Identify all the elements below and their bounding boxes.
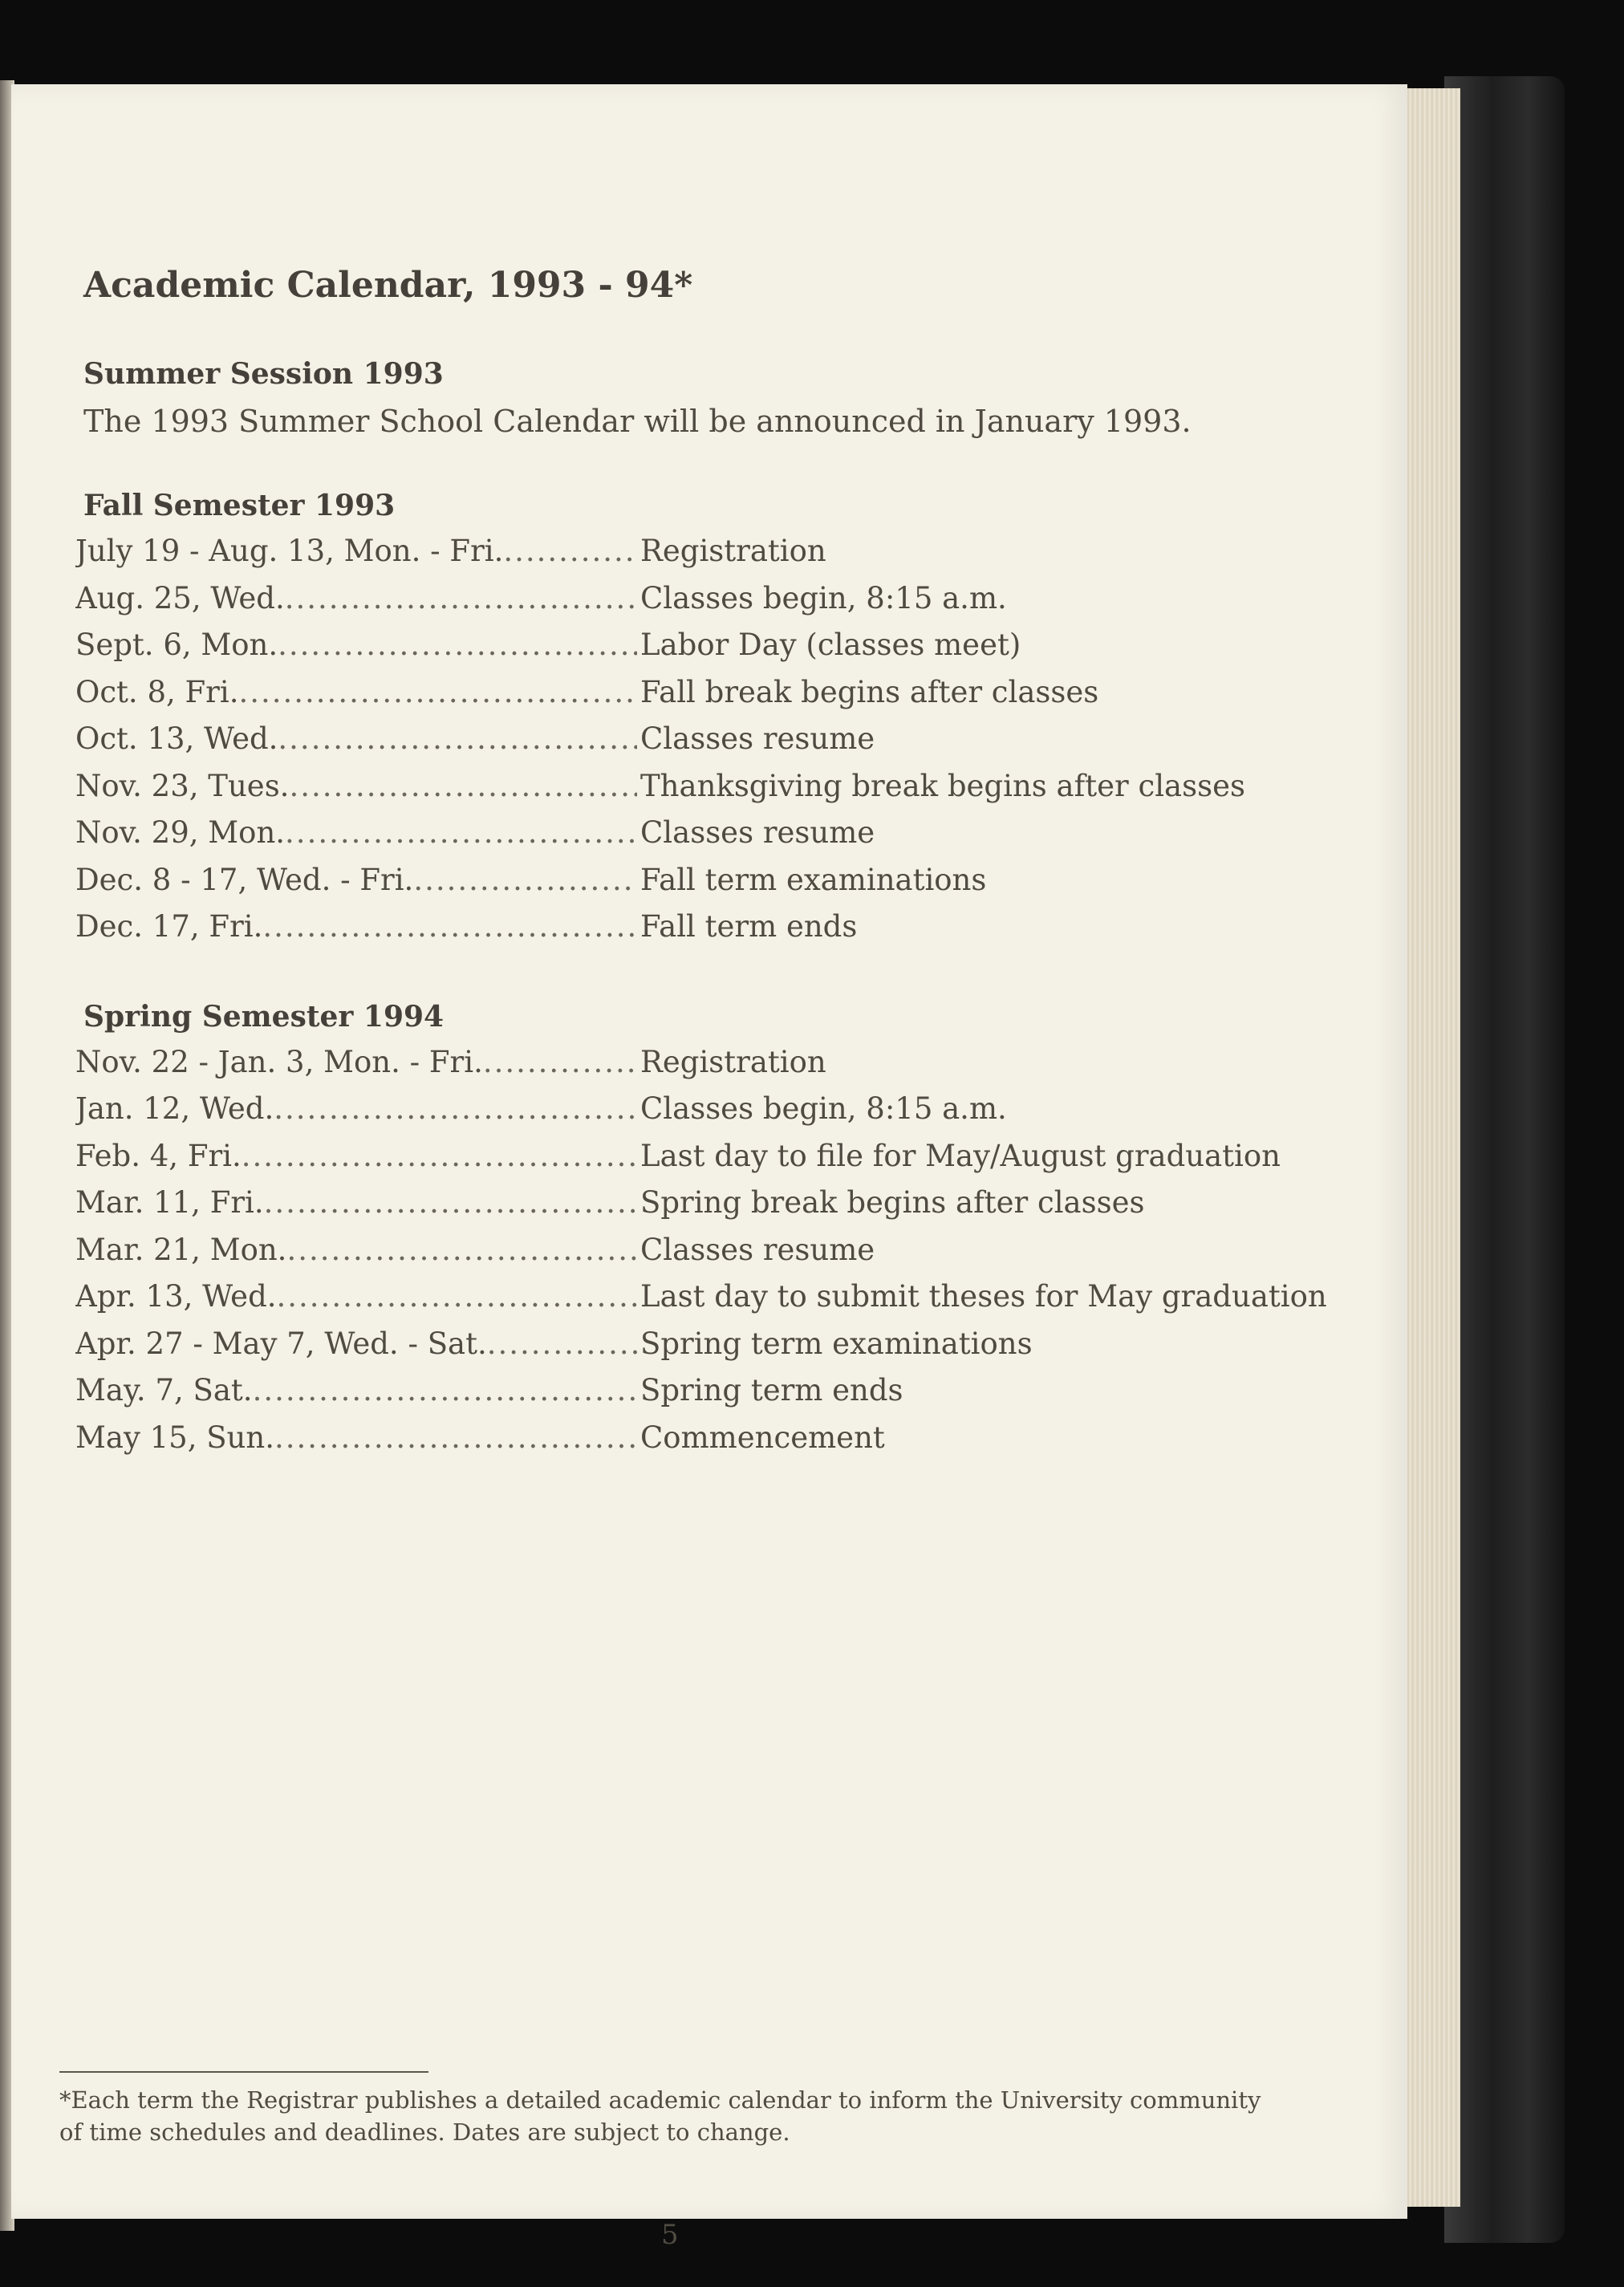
calendar-row [75,1326,1351,1374]
row-date: Dec. 8 - 17, Wed. - Fri. ..... [75,863,637,897]
calendar-row [75,1139,1351,1186]
row-event: Registration [640,1044,826,1079]
row-event: Classes resume [640,721,875,756]
book-cover-binding [1444,76,1565,2243]
dot-leader [242,1139,637,1173]
summer-session-heading: Summer Session 1993 [83,357,444,391]
row-date: Feb. 4, Fri. ..... [75,1139,637,1173]
row-event: Last day to submit theses for May graduation [640,1279,1327,1314]
row-event: Labor Day (classes meet) [640,628,1021,662]
calendar-row [75,675,1351,722]
footnote-divider [59,2071,428,2073]
calendar-row [75,769,1351,816]
row-date: Nov. 23, Tues. ..... [75,769,637,803]
dot-leader [274,1420,637,1455]
row-event: Fall term examinations [640,862,987,897]
page-content [67,265,1351,1510]
dot-leader [278,721,637,756]
row-date: Dec. 17, Fri. ..... [75,909,637,944]
page-number: 5 [661,2219,679,2251]
row-date: Jan. 12, Wed. ..... [75,1091,637,1126]
row-date: July 19 - Aug. 13, Mon. - Fri. ..... [75,534,637,568]
dot-leader [487,1326,637,1361]
row-date: Apr. 27 - May 7, Wed. - Sat. ..... [75,1326,637,1361]
calendar-row [75,1373,1351,1420]
dot-leader [274,1091,637,1126]
calendar-row [75,815,1351,863]
row-event: Classes resume [640,1232,875,1267]
fall-semester-heading: Fall Semester 1993 [83,489,396,522]
row-date: Apr. 13, Wed. ..... [75,1279,637,1314]
calendar-row [75,581,1351,628]
row-event: Last day to file for May/August graduation [640,1138,1281,1173]
row-date: Aug. 25, Wed. ..... [75,581,637,615]
row-event: Classes resume [640,815,875,850]
dot-leader [483,1045,637,1079]
spring-semester-section [67,1000,1351,1468]
row-event: Registration [640,534,826,568]
row-date: Sept. 6, Mon. ..... [75,628,637,662]
dot-leader [238,675,637,709]
row-event: Fall term ends [640,909,858,944]
calendar-row [75,1279,1351,1326]
row-date: Oct. 8, Fri. ..... [75,675,637,709]
footnote: *Each term the Registrar publishes a detailed academic calendar to inform the University community of time schedules and deadlines. Dates are subject to change. [59,2086,1261,2146]
row-event: Fall break begins after classes [640,674,1099,709]
row-event: Thanksgiving break begins after classes [640,768,1245,803]
row-event: Spring term ends [640,1373,903,1408]
calendar-row [75,1045,1351,1092]
dot-leader [262,909,637,944]
calendar-row [75,1091,1351,1139]
row-event: Spring break begins after classes [640,1185,1145,1220]
spring-calendar-list [75,1045,1351,1468]
row-date: Mar. 21, Mon. ..... [75,1233,637,1267]
dot-leader [285,815,637,850]
row-date: May 15, Sun. ..... [75,1420,637,1455]
dot-leader [286,1233,637,1267]
calendar-row [75,1185,1351,1233]
row-date: Nov. 22 - Jan. 3, Mon. - Fri. ..... [75,1045,637,1079]
dot-leader [285,581,637,615]
dot-leader [264,1185,637,1220]
calendar-row [75,721,1351,769]
calendar-row [75,863,1351,910]
calendar-row [75,534,1351,581]
row-event: Classes begin, 8:15 a.m. [640,580,1007,615]
row-date: Nov. 29, Mon. ..... [75,815,637,850]
row-event: Commencement [640,1420,885,1455]
calendar-row [75,628,1351,675]
spring-semester-heading: Spring Semester 1994 [83,999,445,1034]
page-title: Academic Calendar, 1993 - 94* [83,265,693,306]
fall-semester-section [67,489,1351,957]
calendar-row [75,909,1351,957]
calendar-row [75,1420,1351,1468]
dot-leader [253,1373,637,1408]
calendar-row [75,1233,1351,1280]
row-date: May. 7, Sat. ..... [75,1373,637,1408]
dot-leader [503,534,637,568]
dot-leader [289,769,637,803]
summer-session-text: The 1993 Summer School Calendar will be announced in January 1993. [83,404,1192,439]
row-event: Classes begin, 8:15 a.m. [640,1091,1007,1126]
row-date: Mar. 11, Fri. ..... [75,1185,637,1220]
book-page [11,84,1407,2251]
dot-leader [277,1279,637,1314]
dot-leader [413,863,637,897]
row-date: Oct. 13, Wed. ..... [75,721,637,756]
dot-leader [278,628,637,662]
summer-session-section [67,357,1351,444]
row-event: Spring term examinations [640,1326,1033,1361]
fall-calendar-list [75,534,1351,957]
